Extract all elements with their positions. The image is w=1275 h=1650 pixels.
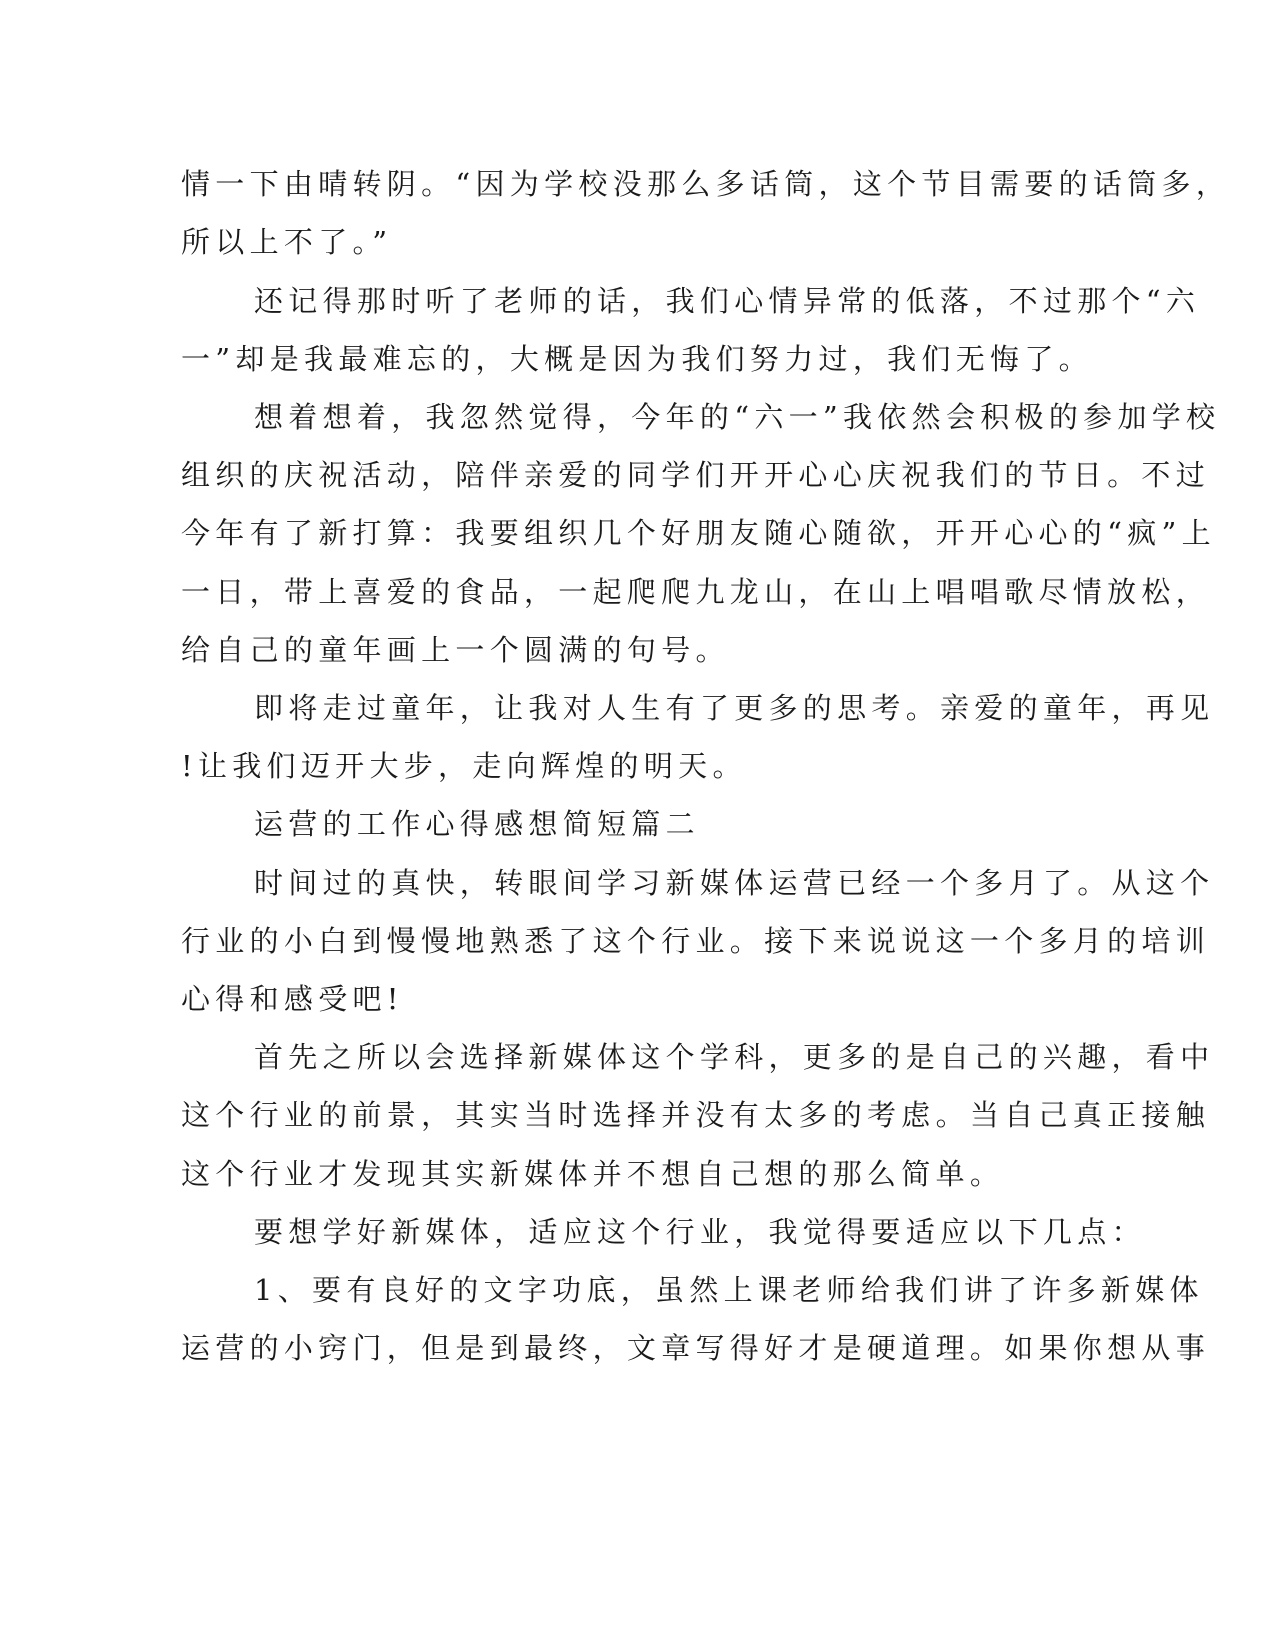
text-line: 这个行业才发现其实新媒体并不想自己想的那么简单。 <box>181 1157 1005 1191</box>
paragraph-start-line: 1、要有良好的文字功底，虽然上课老师给我们讲了许多新媒体 <box>254 1273 1204 1307</box>
text-line: 情一下由晴转阴。“因为学校没那么多话筒，这个节目需要的话筒多， <box>181 167 1231 201</box>
text-line: 组织的庆祝活动，陪伴亲爱的同学们开开心心庆祝我们的节日。不过 <box>181 458 1211 492</box>
text-line: 给自己的童年画上一个圆满的句号。 <box>181 633 730 667</box>
text-line: 这个行业的前景，其实当时选择并没有太多的考虑。当自己真正接触 <box>181 1098 1211 1132</box>
text-line: 所以上不了。” <box>181 225 393 259</box>
text-line: 一日，带上喜爱的食品，一起爬爬九龙山，在山上唱唱歌尽情放松， <box>181 575 1211 609</box>
paragraph-start-line: 还记得那时听了老师的话，我们心情异常的低落，不过那个“六 <box>254 284 1201 318</box>
text-line: !让我们迈开大步，走向辉煌的明天。 <box>181 749 747 783</box>
text-line: 今年有了新打算：我要组织几个好朋友随心随欲，开开心心的“疯”上 <box>181 516 1216 550</box>
text-line: 一”却是我最难忘的，大概是因为我们努力过，我们无悔了。 <box>181 342 1093 376</box>
section-heading: 运营的工作心得感想简短篇二 <box>254 807 700 841</box>
paragraph-start-line: 即将走过童年，让我对人生有了更多的思考。亲爱的童年，再见 <box>254 691 1215 725</box>
paragraph-start-line: 要想学好新媒体，适应这个行业，我觉得要适应以下几点： <box>254 1215 1146 1249</box>
text-line: 运营的小窍门，但是到最终，文章写得好才是硬道理。如果你想从事 <box>181 1331 1211 1365</box>
paragraph-start-line: 想着想着，我忽然觉得，今年的“六一”我依然会积极的参加学校 <box>254 400 1221 434</box>
text-line: 行业的小白到慢慢地熟悉了这个行业。接下来说说这一个多月的培训 <box>181 924 1211 958</box>
paragraph-start-line: 首先之所以会选择新媒体这个学科，更多的是自己的兴趣，看中 <box>254 1040 1215 1074</box>
paragraph-start-line: 时间过的真快，转眼间学习新媒体运营已经一个多月了。从这个 <box>254 866 1215 900</box>
text-line: 心得和感受吧! <box>181 982 404 1016</box>
